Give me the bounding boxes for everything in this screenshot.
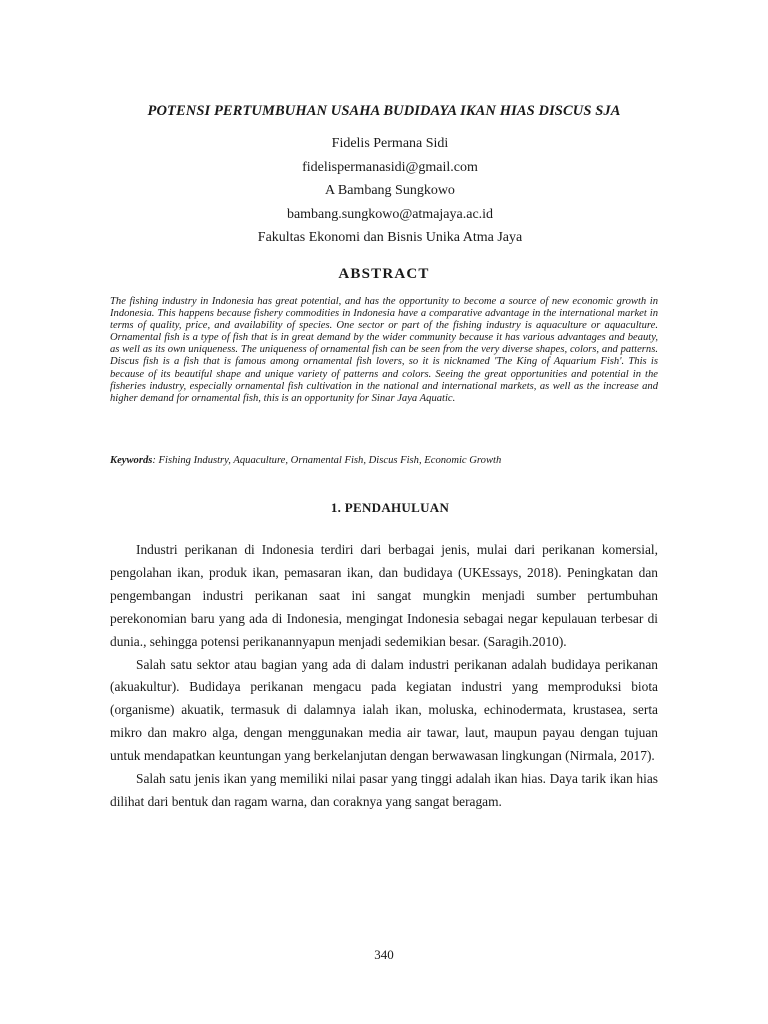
- author-email-2: bambang.sungkowo@atmajaya.ac.id: [286, 206, 494, 222]
- paper-title: POTENSI PERTUMBUHAN USAHA BUDIDAYA IKAN HIAS DISCUS SJA: [147, 103, 621, 119]
- body-paragraph: Salah satu jenis ikan yang memiliki nilai pasar yang tinggi adalah ikan hias. Daya tarik ikan hias dilihat dari bentuk dan ragam warna, dan coraknya yang sangat beragam.: [110, 771, 658, 809]
- keywords-label: Keywords: [110, 455, 153, 466]
- abstract-text: The fishing industry in Indonesia has great potential, and has the opportunity to become a source of new economic growth in Indonesia. This happens because fishery commodities in Indonesia have a comparative advantage in the international market in terms of quality, price, and availability of species. One sector or part of the fishing industry is aquaculture or aquaculture. Ornamental fish is a type of fish that is in great demand by the wider community because it has various advantages and beauty, as well as its own uniqueness. The uniqueness of ornamental fish can be seen from the very diverse shapes, colors, and patterns. Discus fish is a fish that is famous among ornamental fish lovers, so it is nicknamed 'The King of Aquarium Fish'. This is because of its beautiful shape and unique variety of patterns and colors. Seeing the great opportunities and potential in the fisheries industry, especially ornamental fish cultivation in the national and international markets, as well as the increase and higher demand for ornamental fish, this is an opportunity for Sinar Jaya Aquatic.: [110, 296, 658, 404]
- section-heading: 1. PENDAHULUAN: [330, 500, 450, 515]
- body-paragraph: Salah satu sektor atau bagian yang ada di dalam industri perikanan adalah budidaya perikanan (akuakultur). Budidaya perikanan mengacu pada kegiatan industri yang memproduksi biota (organisme) akuatik, termasuk di dalamnya ialah ikan, moluska, echinodermata, krustasea, serta mikro dan makro alga, dengan menggunakan media air tawar, laut, maupun payau dengan tujuan untuk mendapatkan keuntungan yang berkelanjutan dengan berwawasan lingkungan (Nirmala, 2017).: [110, 656, 658, 764]
- section-body: [110, 539, 658, 814]
- abstract-heading: ABSTRACT: [338, 266, 430, 282]
- author-name-1: Fidelis Permana Sidi: [331, 136, 449, 151]
- page-number: 340: [374, 947, 394, 962]
- author-email-1: fidelispermanasidi@gmail.com: [302, 159, 478, 175]
- body-paragraph: Industri perikanan di Indonesia terdiri dari berbagai jenis, mulai dari perikanan komersial, pengolahan ikan, produk ikan, pemasaran ikan, dan budidaya (UKEssays, 2018). Peningkatan dan pengembangan industri perikanan saat ini sangat mungkin menjadi sumber pertumbuhan perekonomian baru yang ada di Indonesia, mengingat Indonesia sebagai negar kepulauan terbesar di dunia., sehingga potensi perikanannyapun menjadi sedemikian besar. (Saragih.2010).: [110, 542, 658, 649]
- author-block: [0, 132, 768, 250]
- keywords-list: : Fishing Industry, Aquaculture, Ornamental Fish, Discus Fish, Economic Growth: [152, 455, 502, 466]
- keywords-line: [110, 455, 670, 467]
- author-affiliation: Fakultas Ekonomi dan Bisnis Unika Atma Jaya: [257, 230, 523, 245]
- author-name-2: A Bambang Sungkowo: [325, 183, 455, 198]
